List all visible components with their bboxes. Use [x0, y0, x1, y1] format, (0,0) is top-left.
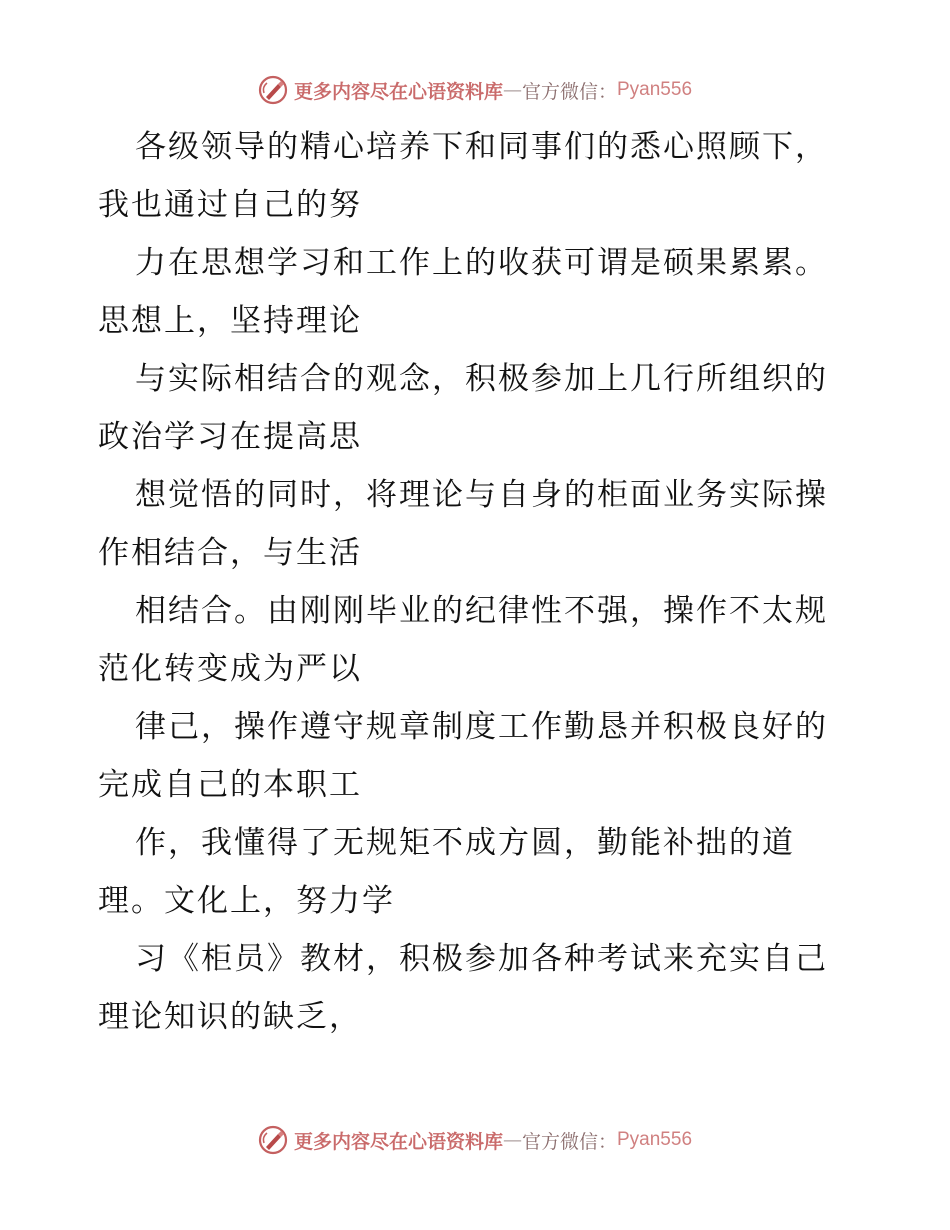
text-line: 理论知识的缺乏，: [98, 999, 362, 1035]
header-wechat-label: 官方微信：: [521, 80, 617, 103]
text-line: 作相结合，与生活: [98, 535, 362, 571]
text-line: 作，我懂得了无规矩不成方圆，勤能补拙的道: [135, 825, 795, 861]
text-line: 律己，操作遵守规章制度工作勤恳并积极良好的: [135, 709, 828, 745]
footer-wechat-id: Pyan556: [617, 1129, 693, 1150]
text-line: 各级领导的精心培养下和同事们的悉心照顾下，: [135, 129, 828, 165]
text-line: 完成自己的本职工: [98, 767, 362, 803]
header-banner: [0, 70, 950, 110]
text-line: 理。文化上，努力学: [98, 883, 395, 919]
header-wechat-id: Pyan556: [617, 79, 693, 100]
pen-logo-icon: [258, 1125, 288, 1155]
footer-wechat-label: 官方微信：: [521, 1130, 617, 1153]
text-line: 我也通过自己的努: [98, 187, 362, 223]
text-line: 与实际相结合的观念，积极参加上几行所组织的: [135, 361, 828, 397]
header-slogan: 更多内容尽在心语资料库: [293, 80, 503, 103]
body-text: [98, 118, 858, 1046]
text-line: 习《柜员》教材，积极参加各种考试来充实自己: [135, 941, 828, 977]
footer-slogan: 更多内容尽在心语资料库: [293, 1130, 503, 1153]
footer-separator: —: [502, 1129, 522, 1151]
text-line: 思想上，坚持理论: [98, 303, 362, 339]
pen-logo-icon: [258, 75, 288, 105]
text-line: 想觉悟的同时，将理论与自身的柜面业务实际操: [135, 477, 828, 513]
text-line: 政治学习在提高思: [98, 419, 362, 455]
header-separator: —: [502, 79, 522, 101]
text-line: 力在思想学习和工作上的收获可谓是硕果累累。: [135, 245, 828, 281]
footer-banner: [0, 1120, 950, 1160]
text-line: 范化转变成为严以: [98, 651, 362, 687]
text-line: 相结合。由刚刚毕业的纪律性不强，操作不太规: [135, 593, 828, 629]
